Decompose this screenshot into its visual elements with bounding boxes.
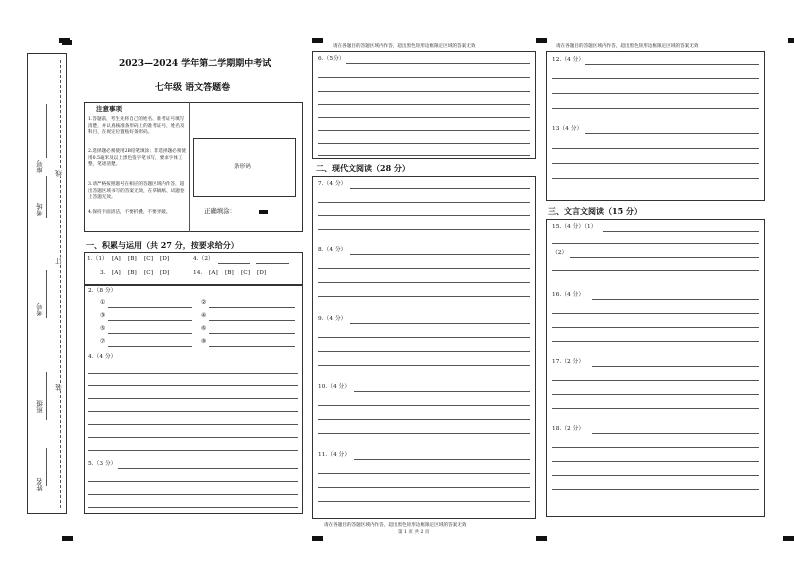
circled-2: ② (201, 300, 207, 306)
answer-line[interactable] (552, 461, 759, 462)
fill-example-label: 正确填涂： (204, 207, 236, 215)
answer-line[interactable] (552, 380, 759, 381)
answer-line[interactable] (318, 337, 530, 338)
notice-item-3: 3.请严格按照题号在相应的答题区域内作答，超出答题区域书写的答案无效，在草稿纸、试题卷上答题无效。 (88, 182, 185, 200)
section2-box (312, 176, 536, 519)
q17-label: 17.（2 分） (552, 359, 585, 365)
label-seat: 座号 (36, 160, 44, 173)
q3-option-a[interactable]: [A] (112, 270, 121, 276)
notice-title: 注意事项 (96, 105, 122, 113)
q1-option-d[interactable]: [D] (160, 256, 170, 262)
answer-line[interactable] (318, 351, 530, 352)
answer-line[interactable] (552, 489, 759, 490)
label-exam-room: 考场 (36, 203, 44, 216)
q18-label: 18.（2 分） (552, 426, 585, 432)
answer-line[interactable] (256, 263, 289, 264)
timing-mark (62, 40, 72, 45)
cut-line (60, 60, 61, 508)
answer-line[interactable] (350, 323, 530, 324)
q14-option-a[interactable]: [A] (209, 270, 218, 276)
q14-label: 14. (193, 270, 203, 276)
answer-line[interactable] (350, 254, 530, 255)
answer-line[interactable] (209, 333, 295, 334)
answer-line[interactable] (209, 320, 295, 321)
q7-label: 7.（4 分） (318, 181, 347, 187)
circled-1: ① (100, 300, 106, 306)
exam-no-line (46, 270, 47, 318)
cut-mark-staple: 订 (55, 258, 63, 265)
answer-line[interactable] (88, 411, 298, 412)
answer-line[interactable] (108, 320, 192, 321)
answer-line[interactable] (318, 202, 530, 203)
q1-label: 1.（1） (87, 256, 108, 262)
answer-line[interactable] (108, 346, 192, 347)
answer-line[interactable] (318, 104, 530, 105)
q3-label: 3. (100, 270, 106, 276)
answer-line[interactable] (318, 405, 530, 406)
exam-room-line (46, 176, 47, 218)
q15-label: 15.（4 分）（1） (552, 224, 597, 230)
timing-mark (783, 536, 794, 541)
class-line (46, 372, 47, 420)
binding-strip (27, 53, 67, 514)
answer-line[interactable] (318, 473, 530, 474)
answer-line[interactable] (318, 229, 530, 230)
answer-line[interactable] (354, 459, 530, 460)
answer-line[interactable] (318, 282, 530, 283)
answer-note-top-right: 请在各题目的答题区域内作答，超出黑色矩形边框限定区域的答案无效 (556, 44, 699, 49)
answer-line[interactable] (218, 263, 250, 264)
answer-line[interactable] (552, 394, 759, 395)
answer-line[interactable] (552, 148, 759, 149)
answer-line[interactable] (570, 257, 759, 258)
answer-line[interactable] (88, 450, 298, 451)
timing-mark (536, 536, 547, 541)
q6-label: 6.（5分） (318, 56, 345, 62)
answer-line[interactable] (88, 385, 298, 386)
footer-note: 请在各题目的答题区域内作答，超出黑色矩形边框限定区域的答案无效 (324, 523, 467, 528)
q13-label: 13（4 分） (552, 126, 583, 132)
barcode-label: 条形码 (234, 164, 251, 170)
q2-label: 2.（8 分） (88, 288, 117, 294)
q8-label: 8.（4 分） (318, 247, 347, 253)
cut-mark-bind: 装 (55, 384, 63, 391)
answer-line[interactable] (108, 307, 192, 308)
answer-line[interactable] (552, 93, 759, 94)
answer-line[interactable] (88, 424, 298, 425)
q12-label: 12.（4 分） (552, 57, 585, 63)
exam-title: 2023—2024 学年第二学期期中考试 (119, 59, 272, 69)
q10-label: 10.（4 分） (318, 384, 351, 390)
answer-line[interactable] (318, 91, 530, 92)
q14-option-b[interactable]: [B] (225, 270, 234, 276)
notice-item-2: 2.选择题必须使用2B铅笔填涂；非选择题必须使用0.5毫米及以上黑色签字笔书写，要求字体工整，笔迹清楚。 (88, 149, 186, 167)
answer-line[interactable] (318, 501, 530, 502)
answer-line[interactable] (346, 63, 530, 64)
answer-line[interactable] (552, 327, 759, 328)
answer-line[interactable] (88, 398, 298, 399)
answer-line[interactable] (118, 468, 298, 469)
answer-line[interactable] (585, 133, 759, 134)
answer-line[interactable] (318, 419, 530, 420)
answer-line[interactable] (592, 366, 759, 367)
answer-line[interactable] (318, 268, 530, 269)
q11-label: 11.（4 分） (318, 452, 351, 458)
exam-subtitle: 七年级 语文答题卷 (155, 83, 231, 93)
answer-line[interactable] (552, 108, 759, 109)
answer-line[interactable] (350, 188, 530, 189)
answer-line[interactable] (108, 333, 192, 334)
name-line (46, 448, 47, 486)
answer-line[interactable] (318, 117, 530, 118)
q14-option-d[interactable]: [D] (257, 270, 267, 276)
answer-line[interactable] (592, 299, 759, 300)
circled-4: ④ (201, 313, 207, 319)
answer-line[interactable] (552, 78, 759, 79)
q3-option-c[interactable]: [C] (144, 270, 153, 276)
q1-option-b[interactable]: [B] (128, 256, 137, 262)
section3-box (546, 219, 765, 517)
q9-label: 9.（4 分） (318, 316, 347, 322)
q16-label: 16.（4 分） (552, 292, 585, 298)
answer-line[interactable] (318, 365, 530, 366)
answer-line[interactable] (88, 507, 298, 508)
answer-line[interactable] (592, 433, 759, 434)
answer-line[interactable] (209, 307, 295, 308)
q-blank-label: 4.（2） (193, 256, 214, 262)
answer-line[interactable] (552, 408, 759, 409)
answer-note-top: 请在各题目的答题区域内作答，超出黑色矩形边框限定区域的答案无效 (333, 44, 476, 49)
page-number: 第 1 页 共 2 页 (398, 530, 430, 535)
cut-mark-line: 线 (55, 170, 63, 177)
answer-line[interactable] (318, 155, 530, 156)
answer-line[interactable] (209, 346, 295, 347)
notice-item-1: 1.答题前，考生先将自己的姓名、准考证号填写清楚，并认真核准条形码上的准考证号，姓名及科目，在规定位置贴好条形码。 (88, 117, 185, 135)
answer-line[interactable] (318, 143, 530, 144)
q3-option-b[interactable]: [B] (128, 270, 137, 276)
circled-7: ⑦ (100, 339, 106, 345)
filled-bubble-example (259, 210, 268, 214)
section2-title: 二、现代文阅读（28 分） (316, 163, 410, 173)
answer-line[interactable] (552, 447, 759, 448)
notice-item-4: 4.保持卡面清洁，不要折叠，不要弄破。 (88, 210, 171, 215)
seat-line (46, 104, 47, 158)
timing-mark (312, 536, 323, 541)
q15b-label: （2） (552, 250, 568, 256)
answer-line[interactable] (318, 296, 530, 297)
section1-title: 一、积累与运用（共 27 分，按要求给分） (86, 240, 239, 250)
answer-line[interactable] (318, 433, 530, 434)
notice-divider (189, 102, 190, 232)
answer-line[interactable] (552, 341, 759, 342)
q5-label: 5.（3 分） (88, 461, 117, 467)
circled-3: ③ (100, 313, 106, 319)
circled-8: ⑧ (201, 339, 207, 345)
timing-mark (536, 38, 547, 43)
timing-mark (62, 536, 73, 541)
answer-line[interactable] (88, 494, 298, 495)
label-class: 班级 (36, 400, 44, 413)
circled-6: ⑥ (201, 326, 207, 332)
answer-line[interactable] (88, 437, 298, 438)
answer-line[interactable] (603, 231, 759, 232)
q1-option-c[interactable]: [C] (144, 256, 153, 262)
answer-line[interactable] (552, 163, 759, 164)
answer-line[interactable] (552, 475, 759, 476)
answer-line[interactable] (354, 391, 530, 392)
circled-5: ⑤ (100, 326, 106, 332)
answer-line[interactable] (552, 243, 759, 244)
answer-line[interactable] (552, 313, 759, 314)
q4-label: 4.（4 分） (88, 354, 117, 360)
answer-line[interactable] (318, 77, 530, 78)
timing-mark (312, 38, 323, 43)
answer-line[interactable] (88, 373, 298, 374)
label-name: 姓名 (36, 478, 44, 491)
answer-line[interactable] (552, 178, 759, 179)
label-exam-no: 考号 (36, 303, 44, 316)
section3-title: 三、文言文阅读（15 分） (548, 206, 642, 216)
answer-line[interactable] (88, 481, 298, 482)
answer-line[interactable] (318, 487, 530, 488)
q1-option-a[interactable]: [A] (112, 256, 121, 262)
answer-line[interactable] (585, 64, 759, 65)
q3-option-d[interactable]: [D] (160, 270, 170, 276)
q14-option-c[interactable]: [C] (241, 270, 250, 276)
answer-line[interactable] (318, 130, 530, 131)
answer-line[interactable] (552, 270, 759, 271)
timing-mark (788, 38, 794, 43)
answer-line[interactable] (318, 215, 530, 216)
